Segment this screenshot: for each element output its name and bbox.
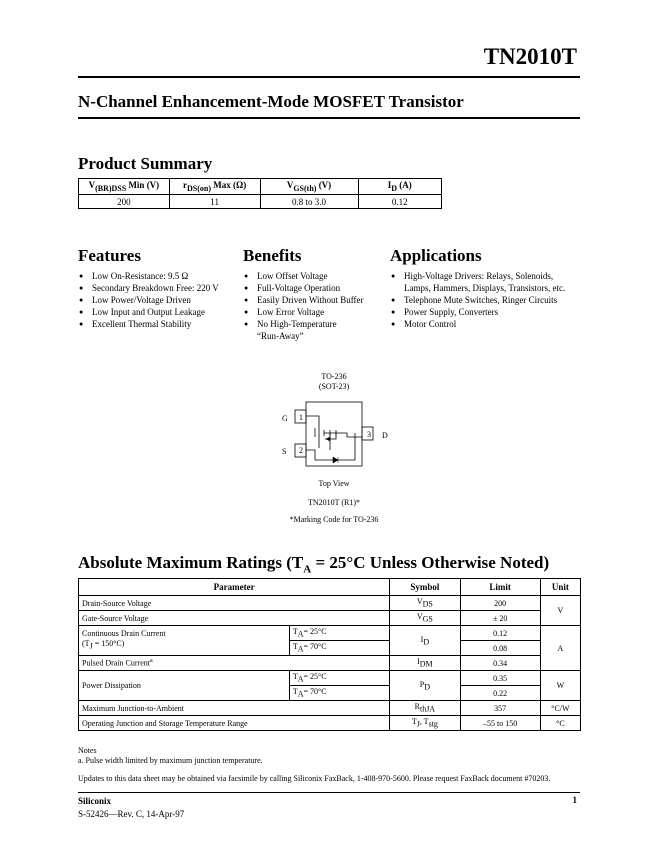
features-title: Features	[78, 246, 141, 265]
table-row: Continuous Drain Current $(T_J = 150^\circ C)$ $T_A= 25^\circ C$ $I_D$ 0.12 A	[79, 626, 581, 641]
table-row: $T_A= 70^\circ C$ 0.08	[79, 641, 581, 656]
list-item: ● Low Power/Voltage Driven	[78, 294, 243, 306]
pin2-number: 2	[299, 446, 303, 455]
list-item: ● No High-Temperature “Run-Away”	[243, 318, 391, 342]
applications-title: Applications	[390, 246, 482, 265]
amr-header-unit: Unit	[540, 579, 580, 596]
summary-header-vbr: $V_{(BR)DSS}$ Min (V)	[79, 179, 170, 195]
pin-d-label: D	[382, 431, 388, 440]
notes-label: Notes	[78, 746, 97, 755]
footer-rule	[78, 792, 580, 793]
footer-left	[78, 795, 184, 821]
pin1-number: 1	[299, 413, 303, 422]
part-number: TN2010T	[483, 44, 577, 69]
pin-s-label: S	[282, 447, 287, 456]
features-list	[78, 270, 243, 330]
notes	[78, 746, 550, 784]
summary-value-rds: 11	[169, 195, 260, 209]
benefits-title: Benefits	[243, 246, 302, 265]
updates-note: Updates to this data sheet may be obtained via facsimile by calling Siliconix FaxBack, 1-408-970-5600. Please request FaxBack document #70203.	[78, 774, 551, 783]
table-row: Operating Junction and Storage Temperature Range $T_J$, $T_{stg}$ –55 to 150 °C	[79, 716, 581, 731]
table-row: Pulsed Drain Current$^a$ $I_{DM}$ 0.34	[79, 656, 581, 671]
summary-value-vbr: 200	[79, 195, 170, 209]
pin3-number: 3	[367, 430, 371, 439]
page-number: 1	[572, 795, 577, 805]
table-row: Power Dissipation $T_A= 25^\circ C$ $P_D$ 0.35 W	[79, 671, 581, 686]
table-row: Drain-Source Voltage $V_{DS}$ 200 V	[79, 596, 581, 611]
footer-doc-number: S-52426—Rev. C, 14-Apr-97	[78, 809, 185, 819]
sot23-pinout-diagram	[275, 392, 395, 478]
list-item: ● Low Offset Voltage	[243, 270, 391, 282]
table-row: $T_A= 70^\circ C$ 0.22	[79, 686, 581, 701]
list-item: ● Telephone Mute Switches, Ringer Circuits	[390, 294, 582, 306]
summary-value-vgs: 0.8 to 3.0	[260, 195, 358, 209]
list-item: ● Full-Voltage Operation	[243, 282, 391, 294]
top-view-label: Top View	[318, 479, 350, 488]
table-row: Gate-Source Voltage $V_{GS}$ ± 20	[79, 611, 581, 626]
list-item: ● Low Input and Output Leakage	[78, 306, 243, 318]
title-rule	[78, 117, 580, 119]
marking-note: *Marking Code for TO-236	[289, 515, 379, 524]
amr-title: Absolute Maximum Ratings ($T_A = 25^\circ C$ Unless Otherwise Noted)	[78, 553, 550, 576]
header-rule	[78, 76, 580, 78]
table-row: Maximum Junction-to-Ambient $R_{thJA}$ 357 °C/W	[79, 701, 581, 716]
note-a: a. Pulse width limited by maximum junction temperature.	[78, 756, 263, 765]
list-item: ● Easily Driven Without Buffer	[243, 294, 391, 306]
amr-header-symbol: Symbol	[390, 579, 460, 596]
benefits-list	[243, 270, 391, 342]
amr-header-limit: Limit	[460, 579, 540, 596]
applications-list	[390, 270, 582, 330]
footer-company: Siliconix	[78, 796, 112, 806]
list-item: ● Secondary Breakdown Free: 220 V	[78, 282, 243, 294]
absolute-maximum-ratings-table	[78, 578, 581, 731]
package-body	[306, 402, 362, 466]
summary-value-id: 0.12	[358, 195, 442, 209]
page-title: N-Channel Enhancement-Mode MOSFET Transistor	[78, 92, 464, 111]
summary-header-id: $I_D$ (A)	[358, 179, 442, 195]
pin-g-label: G	[282, 414, 288, 423]
product-summary-title: Product Summary	[78, 154, 213, 173]
list-item: ● High-Voltage Drivers: Relays, Solenoids, Lamps, Hammers, Displays, Transistors, etc.	[390, 270, 582, 294]
summary-header-rds: $r_{DS(on)}$ Max (Ω)	[169, 179, 260, 195]
amr-header-parameter: Parameter	[79, 579, 390, 596]
product-summary-table	[78, 178, 442, 209]
list-item: ● Low Error Voltage	[243, 306, 391, 318]
list-item: ● Excellent Thermal Stability	[78, 318, 243, 330]
list-item: ● Motor Control	[390, 318, 582, 330]
package-label: TO-236 (SOT-23)	[318, 372, 350, 391]
list-item: ● Power Supply, Converters	[390, 306, 582, 318]
list-item: ● Low On-Resistance: 9.5 Ω	[78, 270, 243, 282]
summary-header-vgs: $V_{GS(th)}$ (V)	[260, 179, 358, 195]
marking-code: TN2010T (R1)*	[307, 498, 361, 507]
